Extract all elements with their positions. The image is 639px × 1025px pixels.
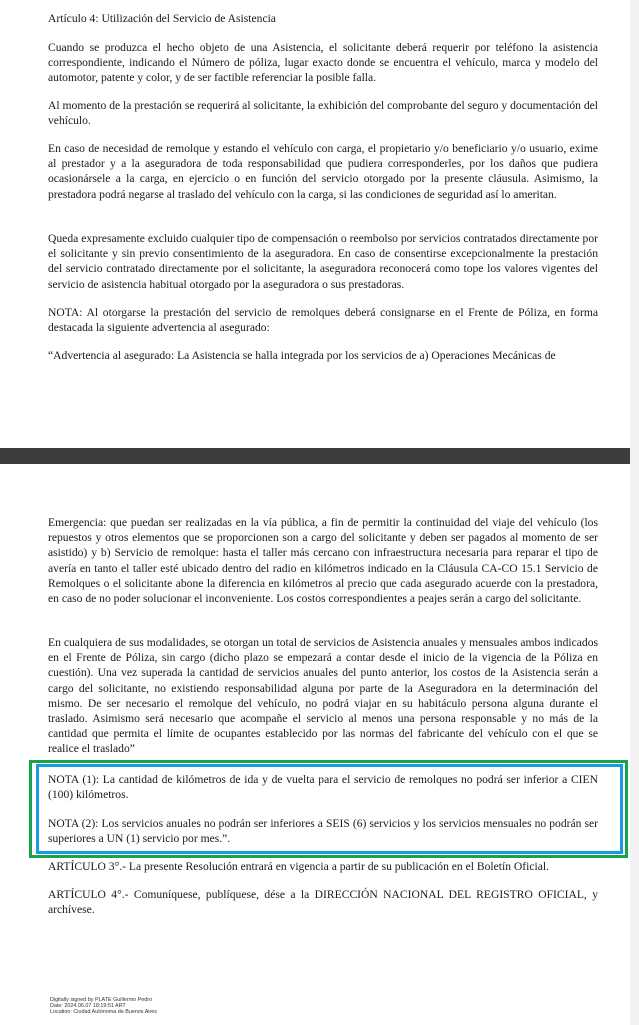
paragraph-tow-with-cargo: En caso de necesidad de remolque y estando el vehículo con carga, el propietario y/o beneficiario y/o usuario, exime al prestador y a la aseguradora de toda responsabilidad que pudiera corresponderles, por los daños que pudiera ocasionársele a la carga, en ejercicio o en función del servicio otorgado por la presente cláusula. Asimismo, la prestadora podrá negarse al traslado del vehículo con la carga, si las condiciones de seguridad así lo ameritan.: [48, 142, 598, 201]
paragraph-insured-warning-start: “Advertencia al asegurado: La Asistencia se halla integrada por los servicios de a) Operaciones Mecánicas de: [48, 349, 556, 362]
signature-location: Location: Ciudad Autónoma de Buenos Aires: [50, 1008, 157, 1015]
signature-signer: Digitally signed by PLATE Guillermo Pedro: [50, 997, 153, 1003]
article-heading: Artículo 4: Utilización del Servicio de Asistencia: [48, 12, 276, 25]
viewer-scroll-edge[interactable]: [630, 0, 639, 1025]
digital-signature-block: [50, 998, 250, 1015]
paragraph-service-limits: En cualquiera de sus modalidades, se otorgan un total de servicios de Asistencia anuales y mensuales ambos indicados en el Frente de Póliza, sin cargo (dicho plazo se empezará a contar desde el inicio de la vigencia de la Póliza en cuestión). Una vez superada la cantidad de servicios anuales del punto anterior, los costos de la Asistencia serán a cargo del solicitante, no existiendo responsabilidad alguna por parte de la Aseguradora en la determinación del mismo. De ser necesario el remolque del vehículo, no podrá viajar en su habitáculo persona alguna durante el traslado. Asimismo será necesario que acompañe el servicio al menos una persona responsable y no más de la cantidad que permita el límite de ocupantes establecido por las normas del fabricante del vehículo con el que se realice el traslado”: [48, 636, 598, 756]
paragraph-emergency-services: Emergencia: que puedan ser realizadas en la vía pública, a fin de permitir la continuidad del viaje del vehículo (los repuestos y otros elementos que se proporcionen son a cargo del solicitante y deben ser pagados al momento de ser asistido) y b) Servicio de remolque: hasta el taller más cercano con infraestructura necesaria para reparar el tipo de avería en tanto el taller esté ubicado dentro del radio en kilómetros indicado en la Cláusula CA-CO 15.1 Servicio de Remolques o el solicitante abone la diferencia en kilómetros al precio que cada asegurado acuerde con la prestadora, en caso de no poder solucionar el inconveniente. Los costos correspondientes a peajes serán a cargo del solicitante.: [48, 516, 598, 606]
paragraph-document-exhibition: Al momento de la prestación se requerirá al solicitante, la exhibición del comprobante del seguro y documentación del vehículo.: [48, 99, 598, 128]
paragraph-request-assistance: Cuando se produzca el hecho objeto de una Asistencia, el solicitante deberá requerir por teléfono la asistencia correspondiente, indicando el Número de póliza, lugar exacto donde se encuentra el vehículo, marca y modelo del automotor, patente y color, y de ser factible referenciar la posible falla.: [48, 41, 598, 85]
article-4: ARTÍCULO 4°.- Comuníquese, publíquese, dése a la DIRECCIÓN NACIONAL DEL REGISTRO OFICIAL, y archívese.: [48, 888, 598, 917]
note-1-minimum-km: NOTA (1): La cantidad de kilómetros de ida y de vuelta para el servicio de remolques no podrá ser inferior a CIEN (100) kilómetros.: [48, 773, 598, 802]
signature-date: Date: 2024.06.07 18:19:51 ART: [50, 1002, 126, 1009]
paragraph-nota-tow-service: NOTA: Al otorgarse la prestación del servicio de remolques deberá consignarse en el Frente de Póliza, en forma destacada la siguiente advertencia al asegurado:: [48, 306, 598, 335]
page-separator: [0, 448, 639, 464]
paragraph-excluded-compensation: Queda expresamente excluido cualquier tipo de compensación o reembolso por servicios contratados directamente por el solicitante y sin previo consentimiento de la aseguradora. En caso de consentirse excepcionalmente la prestación del servicio contratado directamente por el solicitante, la aseguradora reconocerá como tope los valores vigentes del servicio de asistencia habitual otorgado por la aseguradora o sus prestadoras.: [48, 232, 598, 291]
article-3: ARTÍCULO 3°.- La presente Resolución entrará en vigencia a partir de su publicación en el Boletín Oficial.: [48, 860, 550, 873]
note-2-service-count: NOTA (2): Los servicios anuales no podrán ser inferiores a SEIS (6) servicios y los servicios mensuales no podrán ser superiores a UN (1) servicio por mes.”.: [48, 817, 598, 846]
